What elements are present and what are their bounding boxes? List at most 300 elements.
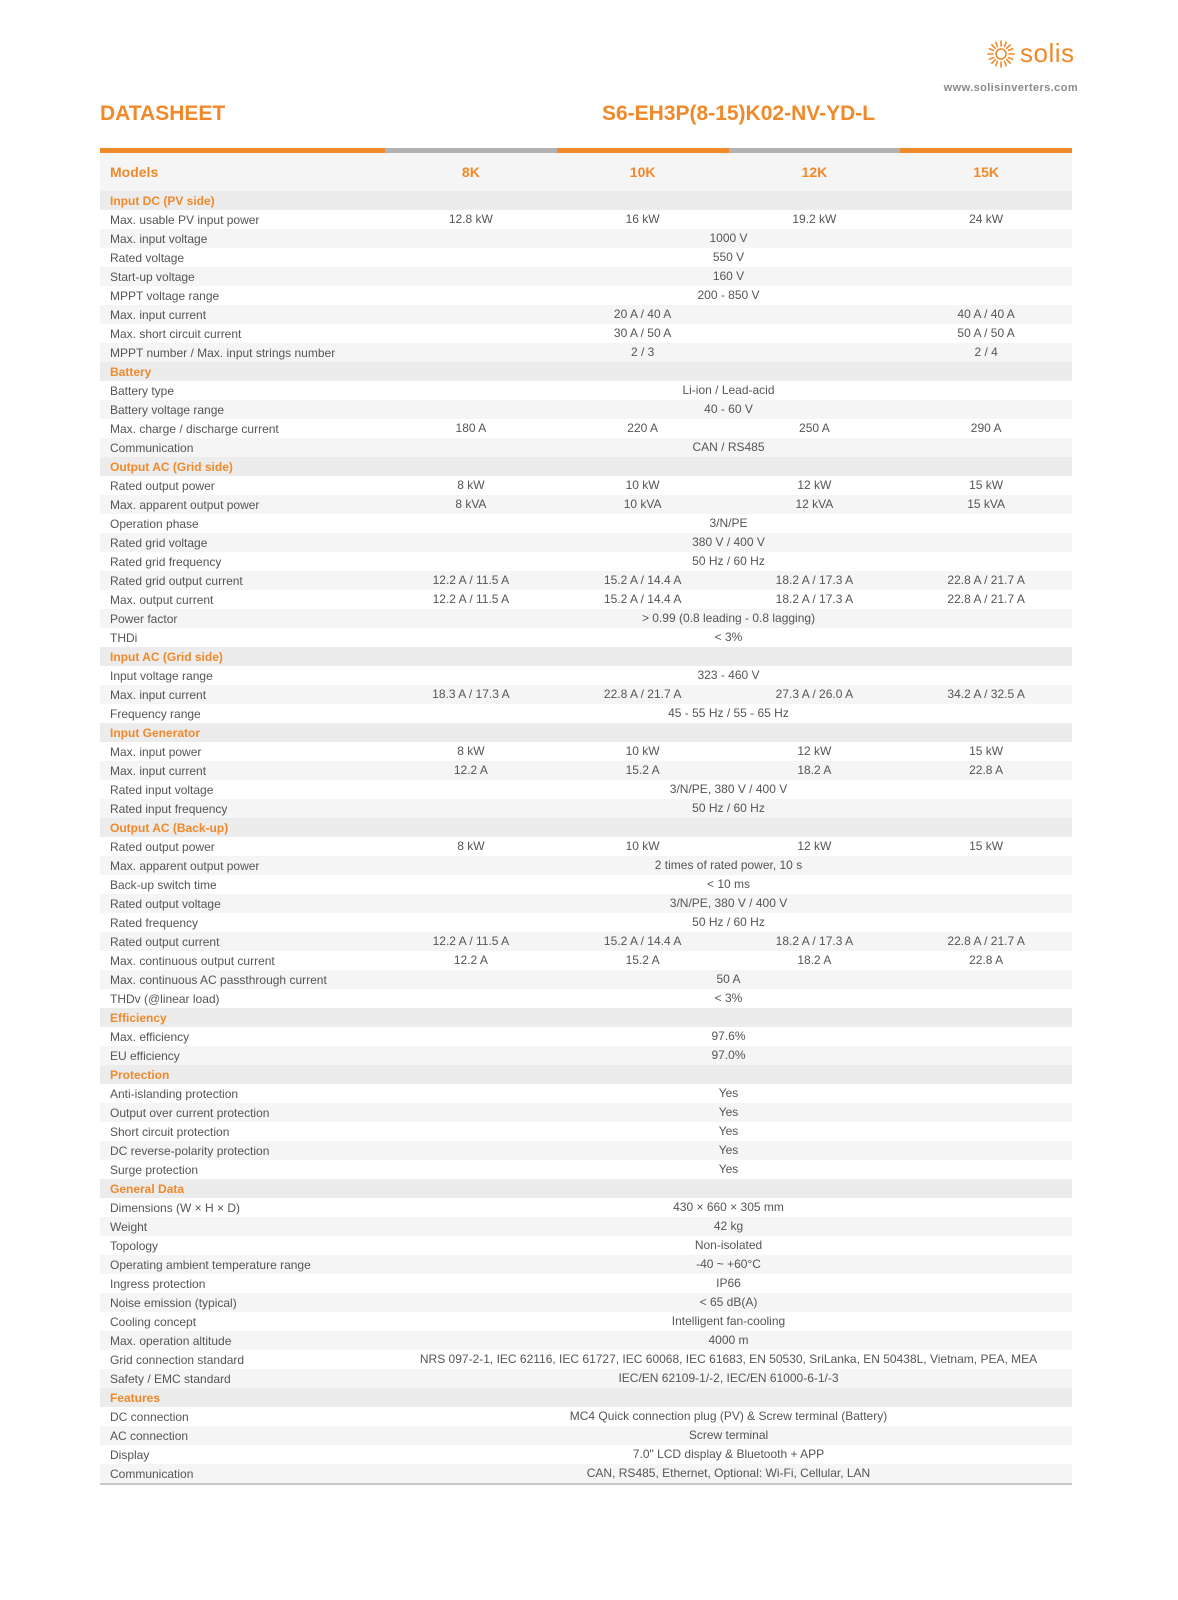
row-label: Topology bbox=[110, 1238, 159, 1253]
section-header bbox=[100, 1179, 1072, 1198]
row-label: Communication bbox=[110, 1466, 194, 1481]
row-label: Rated input voltage bbox=[110, 782, 214, 797]
row-label: DC reverse-polarity protection bbox=[110, 1143, 270, 1158]
row-values bbox=[385, 932, 1072, 951]
row-label: MPPT voltage range bbox=[110, 288, 220, 303]
row-values bbox=[385, 381, 1072, 400]
top-bar-15k bbox=[900, 148, 1072, 153]
table-cell: 2 / 3 bbox=[630, 345, 655, 359]
table-cell: NRS 097-2-1, IEC 62116, IEC 61727, IEC 60068, IEC 61683, EN 50530, SriLanka, EN 50438L, Vietnam, PEA, MEA bbox=[419, 1352, 1038, 1366]
row-values bbox=[385, 1331, 1072, 1350]
row-label: Max. input current bbox=[110, 307, 207, 322]
row-label: Rated frequency bbox=[110, 915, 199, 930]
table-cell: 22.8 A / 21.7 A bbox=[947, 934, 1025, 948]
table-row bbox=[100, 1426, 1072, 1445]
table-cell: 22.8 A / 21.7 A bbox=[947, 592, 1025, 606]
table-row bbox=[100, 267, 1072, 286]
table-cell: 15.2 A / 14.4 A bbox=[603, 573, 682, 587]
section-title: Input AC (Grid side) bbox=[110, 649, 223, 664]
row-values bbox=[385, 400, 1072, 419]
row-values bbox=[385, 533, 1072, 552]
table-row bbox=[100, 1274, 1072, 1293]
row-values bbox=[385, 286, 1072, 305]
table-bottom-line bbox=[100, 1483, 1072, 1485]
row-label: Ingress protection bbox=[110, 1276, 206, 1291]
table-cell: Screw terminal bbox=[688, 1428, 769, 1442]
row-values bbox=[385, 1236, 1072, 1255]
table-row bbox=[100, 1445, 1072, 1464]
table-cell: Yes bbox=[718, 1143, 739, 1157]
table-row bbox=[100, 1084, 1072, 1103]
row-values bbox=[385, 229, 1072, 248]
table-cell: 3/N/PE, 380 V / 400 V bbox=[669, 896, 788, 910]
row-values bbox=[385, 324, 1072, 343]
section-header bbox=[100, 191, 1072, 210]
row-label: Rated output power bbox=[110, 839, 215, 854]
row-values bbox=[385, 1217, 1072, 1236]
table-cell: 12 kW bbox=[797, 839, 832, 853]
table-row bbox=[100, 1141, 1072, 1160]
table-cell: 7.0" LCD display & Bluetooth + APP bbox=[632, 1447, 825, 1461]
table-cell: < 3% bbox=[714, 991, 743, 1005]
table-cell: 380 V / 400 V bbox=[692, 535, 765, 549]
row-label: Communication bbox=[110, 440, 194, 455]
table-row bbox=[100, 1407, 1072, 1426]
table-cell: < 3% bbox=[714, 630, 743, 644]
row-values bbox=[385, 1426, 1072, 1445]
table-cell: IP66 bbox=[716, 1276, 741, 1290]
table-cell: 40 A / 40 A bbox=[957, 307, 1015, 321]
table-cell: 250 A bbox=[799, 421, 830, 435]
section-header bbox=[100, 723, 1072, 742]
table-cell: 12 kVA bbox=[795, 497, 834, 511]
row-label: Max. short circuit current bbox=[110, 326, 242, 341]
table-cell: 50 Hz / 60 Hz bbox=[692, 554, 765, 568]
table-row bbox=[100, 1331, 1072, 1350]
table-cell: 15 kVA bbox=[967, 497, 1006, 511]
row-values bbox=[385, 1445, 1072, 1464]
table-cell: 12.2 A bbox=[453, 953, 488, 967]
table-row bbox=[100, 780, 1072, 799]
table-cell: 8 kW bbox=[457, 839, 485, 853]
table-cell: 18.2 A / 17.3 A bbox=[775, 573, 854, 587]
section-title: Efficiency bbox=[110, 1010, 167, 1025]
row-values bbox=[385, 1046, 1072, 1065]
row-label: Back-up switch time bbox=[110, 877, 217, 892]
table-cell: 34.2 A / 32.5 A bbox=[947, 687, 1025, 701]
table-cell: 97.6% bbox=[711, 1029, 746, 1043]
row-values bbox=[385, 1293, 1072, 1312]
table-cell: 3/N/PE, 380 V / 400 V bbox=[669, 782, 788, 796]
section-header bbox=[100, 1065, 1072, 1084]
table-row bbox=[100, 685, 1072, 704]
table-cell: 22.8 A / 21.7 A bbox=[603, 687, 682, 701]
table-row bbox=[100, 552, 1072, 571]
table-row bbox=[100, 875, 1072, 894]
table-row bbox=[100, 913, 1072, 932]
table-row bbox=[100, 210, 1072, 229]
column-header-10k: 10K bbox=[629, 164, 656, 180]
section-title: Output AC (Back-up) bbox=[110, 820, 229, 835]
row-label: Max. continuous AC passthrough current bbox=[110, 972, 327, 987]
logo-wordmark: solis bbox=[1020, 38, 1075, 68]
table-cell: 12.2 A / 11.5 A bbox=[432, 573, 510, 587]
row-label: Short circuit protection bbox=[110, 1124, 230, 1139]
top-bar-10k bbox=[557, 148, 729, 153]
row-values bbox=[385, 875, 1072, 894]
row-values bbox=[385, 666, 1072, 685]
table-row bbox=[100, 666, 1072, 685]
table-cell: 45 - 55 Hz / 55 - 65 Hz bbox=[668, 706, 789, 720]
table-cell: Yes bbox=[718, 1086, 739, 1100]
section-title: Features bbox=[110, 1390, 161, 1405]
row-values bbox=[385, 1027, 1072, 1046]
table-row bbox=[100, 837, 1072, 856]
row-values bbox=[385, 1312, 1072, 1331]
table-row bbox=[100, 1122, 1072, 1141]
table-cell: 15.2 A / 14.4 A bbox=[603, 592, 682, 606]
table-row bbox=[100, 742, 1072, 761]
table-cell: 22.8 A bbox=[969, 953, 1004, 967]
row-label: Rated grid voltage bbox=[110, 535, 208, 550]
row-label: Rated output voltage bbox=[110, 896, 221, 911]
row-values bbox=[385, 1122, 1072, 1141]
model-title: S6-EH3P(8-15)K02-NV-YD-L bbox=[602, 102, 876, 125]
row-values bbox=[385, 1103, 1072, 1122]
table-row bbox=[100, 1046, 1072, 1065]
row-label: EU efficiency bbox=[110, 1048, 180, 1063]
row-values bbox=[385, 837, 1072, 856]
table-row bbox=[100, 799, 1072, 818]
table-cell: 1000 V bbox=[709, 231, 748, 245]
row-label: Noise emission (typical) bbox=[110, 1295, 237, 1310]
top-bar-8k bbox=[385, 148, 557, 153]
row-label: Max. apparent output power bbox=[110, 858, 260, 873]
row-label: Operation phase bbox=[110, 516, 199, 531]
row-label: Power factor bbox=[110, 611, 178, 626]
table-row bbox=[100, 609, 1072, 628]
row-values bbox=[385, 913, 1072, 932]
table-row bbox=[100, 951, 1072, 970]
row-label: THDv (@linear load) bbox=[110, 991, 220, 1006]
table-cell: Yes bbox=[718, 1162, 739, 1176]
table-cell: 16 kW bbox=[625, 212, 660, 226]
table-cell: MC4 Quick connection plug (PV) & Screw terminal (Battery) bbox=[569, 1409, 888, 1423]
row-label: Max. continuous output current bbox=[110, 953, 275, 968]
table-cell: 40 - 60 V bbox=[704, 402, 753, 416]
row-values bbox=[385, 552, 1072, 571]
row-label: Grid connection standard bbox=[110, 1352, 245, 1367]
table-cell: 12.2 A bbox=[453, 763, 488, 777]
row-values bbox=[385, 210, 1072, 229]
row-label: Max. efficiency bbox=[110, 1029, 190, 1044]
row-label: Battery type bbox=[110, 383, 175, 398]
table-cell: > 0.99 (0.8 leading - 0.8 lagging) bbox=[641, 611, 816, 625]
row-values bbox=[385, 799, 1072, 818]
table-cell: 10 kW bbox=[625, 478, 660, 492]
section-header bbox=[100, 1388, 1072, 1407]
table-row bbox=[100, 1160, 1072, 1179]
row-values bbox=[385, 1274, 1072, 1293]
row-label: AC connection bbox=[110, 1428, 189, 1443]
section-header bbox=[100, 362, 1072, 381]
row-label: Weight bbox=[110, 1219, 148, 1234]
table-row bbox=[100, 248, 1072, 267]
table-cell: -40 ~ +60°C bbox=[696, 1257, 761, 1271]
table-cell: Li-ion / Lead-acid bbox=[682, 383, 775, 397]
table-row bbox=[100, 229, 1072, 248]
table-cell: 220 A bbox=[627, 421, 658, 435]
table-row bbox=[100, 343, 1072, 362]
table-row bbox=[100, 1255, 1072, 1274]
table-cell: 10 kW bbox=[625, 744, 660, 758]
row-label: Dimensions (W × H × D) bbox=[110, 1200, 241, 1215]
row-label: Rated voltage bbox=[110, 250, 185, 265]
table-cell: < 10 ms bbox=[706, 877, 751, 891]
row-values bbox=[385, 609, 1072, 628]
table-cell: 12 kW bbox=[797, 478, 832, 492]
table-cell: 18.2 A / 17.3 A bbox=[775, 592, 854, 606]
section-title: Output AC (Grid side) bbox=[110, 459, 233, 474]
row-label: Max. usable PV input power bbox=[110, 212, 260, 227]
section-title: General Data bbox=[110, 1181, 185, 1196]
table-cell: 2 / 4 bbox=[974, 345, 998, 359]
row-label: Rated input frequency bbox=[110, 801, 228, 816]
row-label: Battery voltage range bbox=[110, 402, 225, 417]
table-cell: 160 V bbox=[712, 269, 745, 283]
column-header-12k: 12K bbox=[801, 164, 828, 180]
table-cell: 430 × 660 × 305 mm bbox=[673, 1200, 784, 1214]
row-values bbox=[385, 438, 1072, 457]
table-cell: Yes bbox=[718, 1124, 739, 1138]
row-values bbox=[385, 685, 1072, 704]
section-title: Input DC (PV side) bbox=[110, 193, 215, 208]
row-values bbox=[385, 628, 1072, 647]
table-cell: Yes bbox=[718, 1105, 739, 1119]
row-values bbox=[385, 305, 1072, 324]
table-cell: 12.2 A / 11.5 A bbox=[432, 592, 510, 606]
table-cell: 18.3 A / 17.3 A bbox=[432, 687, 510, 701]
section-header bbox=[100, 647, 1072, 666]
table-cell: 18.2 A bbox=[797, 953, 832, 967]
row-values bbox=[385, 495, 1072, 514]
table-row bbox=[100, 571, 1072, 590]
section-header bbox=[100, 1008, 1072, 1027]
top-bar-label bbox=[100, 148, 385, 153]
table-cell: CAN / RS485 bbox=[692, 440, 765, 454]
section-title: Input Generator bbox=[110, 725, 201, 740]
row-label: Cooling concept bbox=[110, 1314, 197, 1329]
table-row bbox=[100, 1217, 1072, 1236]
row-values bbox=[385, 248, 1072, 267]
row-label: Rated grid frequency bbox=[110, 554, 222, 569]
table-cell: 30 A / 50 A bbox=[613, 326, 672, 340]
table-row bbox=[100, 1198, 1072, 1217]
row-label: Rated grid output current bbox=[110, 573, 243, 588]
table-row bbox=[100, 286, 1072, 305]
table-row bbox=[100, 381, 1072, 400]
section-title: Protection bbox=[110, 1067, 170, 1082]
row-label: THDi bbox=[110, 630, 138, 645]
row-values bbox=[385, 951, 1072, 970]
table-cell: 22.8 A bbox=[969, 763, 1004, 777]
table-top-bars bbox=[100, 148, 1072, 153]
table-cell: 15.2 A bbox=[625, 953, 660, 967]
row-label: Safety / EMC standard bbox=[110, 1371, 231, 1386]
table-row bbox=[100, 400, 1072, 419]
row-values bbox=[385, 1369, 1072, 1388]
table-cell: 18.2 A / 17.3 A bbox=[775, 934, 854, 948]
row-label: Max. apparent output power bbox=[110, 497, 260, 512]
table-cell: 15.2 A bbox=[625, 763, 660, 777]
row-label: Max. input power bbox=[110, 744, 202, 759]
table-row bbox=[100, 1312, 1072, 1331]
row-label: Max. charge / discharge current bbox=[110, 421, 279, 436]
row-label: Display bbox=[110, 1447, 150, 1462]
column-header-8k: 8K bbox=[461, 164, 480, 180]
row-values bbox=[385, 514, 1072, 533]
table-body bbox=[100, 191, 1072, 1483]
table-cell: Intelligent fan-cooling bbox=[671, 1314, 786, 1328]
table-cell: 8 kW bbox=[457, 478, 485, 492]
table-cell: 15 kW bbox=[969, 478, 1004, 492]
spec-table bbox=[100, 148, 1072, 1485]
table-row bbox=[100, 1103, 1072, 1122]
row-label: Input voltage range bbox=[110, 668, 213, 683]
table-row bbox=[100, 894, 1072, 913]
table-cell: 2 times of rated power, 10 s bbox=[654, 858, 803, 872]
header-models-label: Models bbox=[110, 164, 159, 180]
table-cell: 20 A / 40 A bbox=[613, 307, 672, 321]
table-row bbox=[100, 1350, 1072, 1369]
table-cell: 10 kVA bbox=[623, 497, 662, 511]
row-label: Operating ambient temperature range bbox=[110, 1257, 311, 1272]
table-row bbox=[100, 1236, 1072, 1255]
table-row bbox=[100, 970, 1072, 989]
row-values bbox=[385, 989, 1072, 1008]
table-row bbox=[100, 628, 1072, 647]
table-cell: 290 A bbox=[970, 421, 1002, 435]
row-values bbox=[385, 742, 1072, 761]
table-cell: 15 kW bbox=[969, 744, 1004, 758]
table-cell: 8 kVA bbox=[455, 497, 487, 511]
table-row bbox=[100, 1027, 1072, 1046]
row-values bbox=[385, 856, 1072, 875]
table-row bbox=[100, 761, 1072, 780]
row-values bbox=[385, 761, 1072, 780]
row-values bbox=[385, 1255, 1072, 1274]
section-header bbox=[100, 457, 1072, 476]
table-cell: 550 V bbox=[712, 250, 745, 264]
row-values bbox=[385, 343, 1072, 362]
row-values bbox=[385, 704, 1072, 723]
table-cell: 15.2 A / 14.4 A bbox=[603, 934, 682, 948]
row-label: Rated output power bbox=[110, 478, 215, 493]
table-header-row bbox=[100, 153, 1072, 191]
table-row bbox=[100, 476, 1072, 495]
table-row bbox=[100, 514, 1072, 533]
row-label: Rated output current bbox=[110, 934, 220, 949]
table-row bbox=[100, 704, 1072, 723]
table-row bbox=[100, 305, 1072, 324]
row-values bbox=[385, 1407, 1072, 1426]
row-values bbox=[385, 419, 1072, 438]
row-label: Max. input current bbox=[110, 763, 207, 778]
table-cell: 22.8 A / 21.7 A bbox=[947, 573, 1025, 587]
row-values bbox=[385, 590, 1072, 609]
table-cell: 50 Hz / 60 Hz bbox=[692, 915, 765, 929]
table-cell: 8 kW bbox=[457, 744, 485, 758]
row-values bbox=[385, 267, 1072, 286]
row-label: Max. input voltage bbox=[110, 231, 208, 246]
table-cell: 12 kW bbox=[797, 744, 832, 758]
section-title: Battery bbox=[110, 364, 152, 379]
row-label: Output over current protection bbox=[110, 1105, 270, 1120]
row-values bbox=[385, 1084, 1072, 1103]
row-label: Start-up voltage bbox=[110, 269, 195, 284]
table-row bbox=[100, 324, 1072, 343]
table-row bbox=[100, 1293, 1072, 1312]
table-cell: IEC/EN 62109-1/-2, IEC/EN 61000-6-1/-3 bbox=[618, 1371, 839, 1385]
table-cell: 27.3 A / 26.0 A bbox=[775, 687, 854, 701]
row-label: Surge protection bbox=[110, 1162, 199, 1177]
table-cell: 12.8 kW bbox=[448, 212, 493, 226]
table-row bbox=[100, 533, 1072, 552]
table-row bbox=[100, 932, 1072, 951]
row-values bbox=[385, 1350, 1072, 1369]
table-row bbox=[100, 590, 1072, 609]
table-cell: 180 A bbox=[455, 421, 487, 435]
table-cell: 50 Hz / 60 Hz bbox=[692, 801, 765, 815]
table-row bbox=[100, 856, 1072, 875]
table-row bbox=[100, 438, 1072, 457]
row-values bbox=[385, 571, 1072, 590]
table-cell: 200 - 850 V bbox=[697, 288, 760, 302]
sun-logo-icon bbox=[986, 39, 1016, 69]
row-label: Max. input current bbox=[110, 687, 207, 702]
top-bar-12k bbox=[729, 148, 901, 153]
table-cell: 50 A / 50 A bbox=[957, 326, 1015, 340]
row-label: Anti-islanding protection bbox=[110, 1086, 239, 1101]
table-row bbox=[100, 1464, 1072, 1483]
row-values bbox=[385, 1198, 1072, 1217]
row-values bbox=[385, 780, 1072, 799]
brand-logo bbox=[986, 38, 1075, 69]
table-cell: 50 A bbox=[716, 972, 741, 986]
table-row bbox=[100, 1369, 1072, 1388]
table-cell: 24 kW bbox=[969, 212, 1004, 226]
row-label: Max. output current bbox=[110, 592, 214, 607]
row-values bbox=[385, 1141, 1072, 1160]
table-row bbox=[100, 419, 1072, 438]
table-cell: 15 kW bbox=[969, 839, 1004, 853]
row-label: DC connection bbox=[110, 1409, 189, 1424]
row-label: MPPT number / Max. input strings number bbox=[110, 345, 336, 360]
row-values bbox=[385, 894, 1072, 913]
table-cell: 18.2 A bbox=[797, 763, 832, 777]
website-url[interactable]: www.solisinverters.com bbox=[943, 82, 1078, 94]
table-cell: 42 kg bbox=[713, 1219, 744, 1233]
row-label: Frequency range bbox=[110, 706, 201, 721]
row-label: Max. operation altitude bbox=[110, 1333, 232, 1348]
row-values bbox=[385, 1160, 1072, 1179]
table-cell: < 65 dB(A) bbox=[699, 1295, 758, 1309]
table-cell: 323 - 460 V bbox=[697, 668, 760, 682]
row-values bbox=[385, 1464, 1072, 1483]
row-values bbox=[385, 476, 1072, 495]
row-values bbox=[385, 970, 1072, 989]
table-row bbox=[100, 989, 1072, 1008]
